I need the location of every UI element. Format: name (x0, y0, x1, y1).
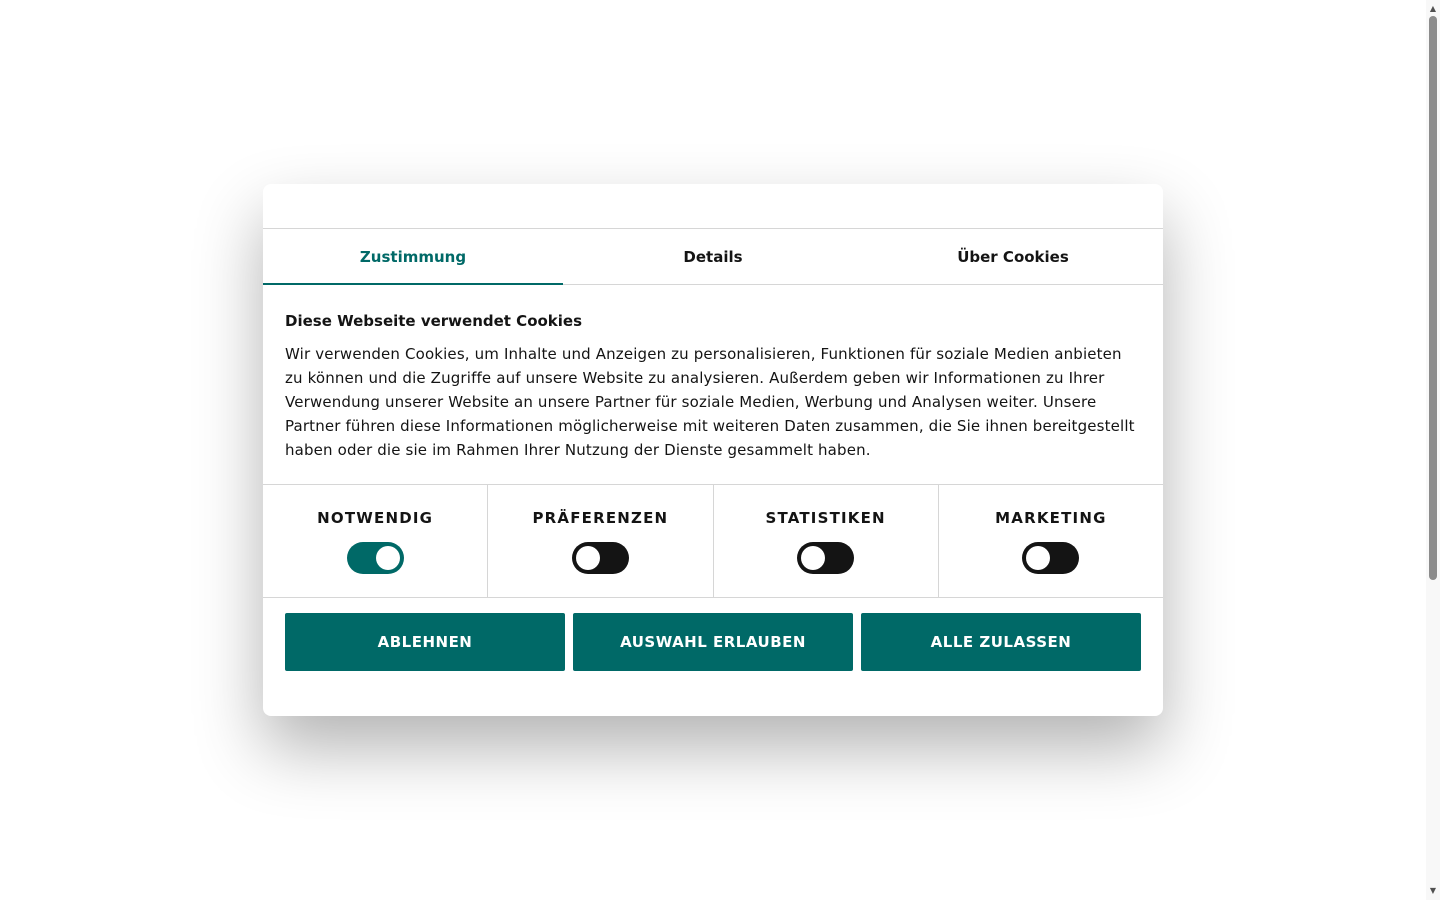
category-praeferenzen (488, 485, 713, 597)
category-label: PRÄFERENZEN (532, 509, 669, 527)
cookie-consent-dialog (263, 184, 1163, 716)
toggle-knob (576, 546, 600, 570)
scrollbar-thumb[interactable] (1429, 16, 1437, 580)
dialog-header (263, 184, 1163, 229)
scroll-down-arrow-icon[interactable]: ▼ (1429, 886, 1437, 895)
category-statistiken (714, 485, 939, 597)
toggle-knob (376, 546, 400, 570)
vertical-scrollbar[interactable] (1426, 0, 1440, 900)
allow-all-button[interactable]: ALLE ZULASSEN (861, 613, 1141, 671)
tab-zustimmung[interactable]: Zustimmung (263, 229, 563, 284)
category-label: STATISTIKEN (765, 509, 886, 527)
consent-text: Wir verwenden Cookies, um Inhalte und Anzeigen zu personalisieren, Funktionen für soziale Medien anbieten zu können und die Zugriffe auf unsere Website zu analysieren. Außerdem geben wir Informationen zu Ihrer Verwendung unserer Website an unsere Partner für soziale Medien, Werbung und Analysen weiter. Unsere Partner führen diese Informationen möglicherweise mit weiteren Daten zusammen, die Sie ihnen bereitgestellt haben oder die sie im Rahmen Ihrer Nutzung der Dienste gesammelt haben. (285, 345, 1135, 459)
tab-bar (263, 229, 1163, 285)
tab-details[interactable]: Details (683, 247, 743, 266)
category-marketing (939, 485, 1163, 597)
scroll-up-arrow-icon[interactable]: ▲ (1429, 4, 1437, 13)
toggle-knob (801, 546, 825, 570)
toggle-praeferenzen[interactable] (572, 542, 629, 574)
toggle-marketing[interactable] (1022, 542, 1079, 574)
consent-title: Diese Webseite verwendet Cookies (285, 312, 583, 330)
tab-ueber-cookies[interactable]: Über Cookies (957, 247, 1069, 266)
category-label: NOTWENDIG (317, 509, 434, 527)
allow-selection-button[interactable]: AUSWAHL ERLAUBEN (573, 613, 853, 671)
category-toggles (263, 485, 1163, 598)
category-notwendig (263, 485, 488, 597)
button-bar (263, 598, 1163, 686)
consent-body (263, 285, 1163, 485)
toggle-knob (1026, 546, 1050, 570)
toggle-notwendig[interactable] (347, 542, 404, 574)
decline-button[interactable]: ABLEHNEN (285, 613, 565, 671)
toggle-statistiken[interactable] (797, 542, 854, 574)
category-label: MARKETING (995, 509, 1107, 527)
